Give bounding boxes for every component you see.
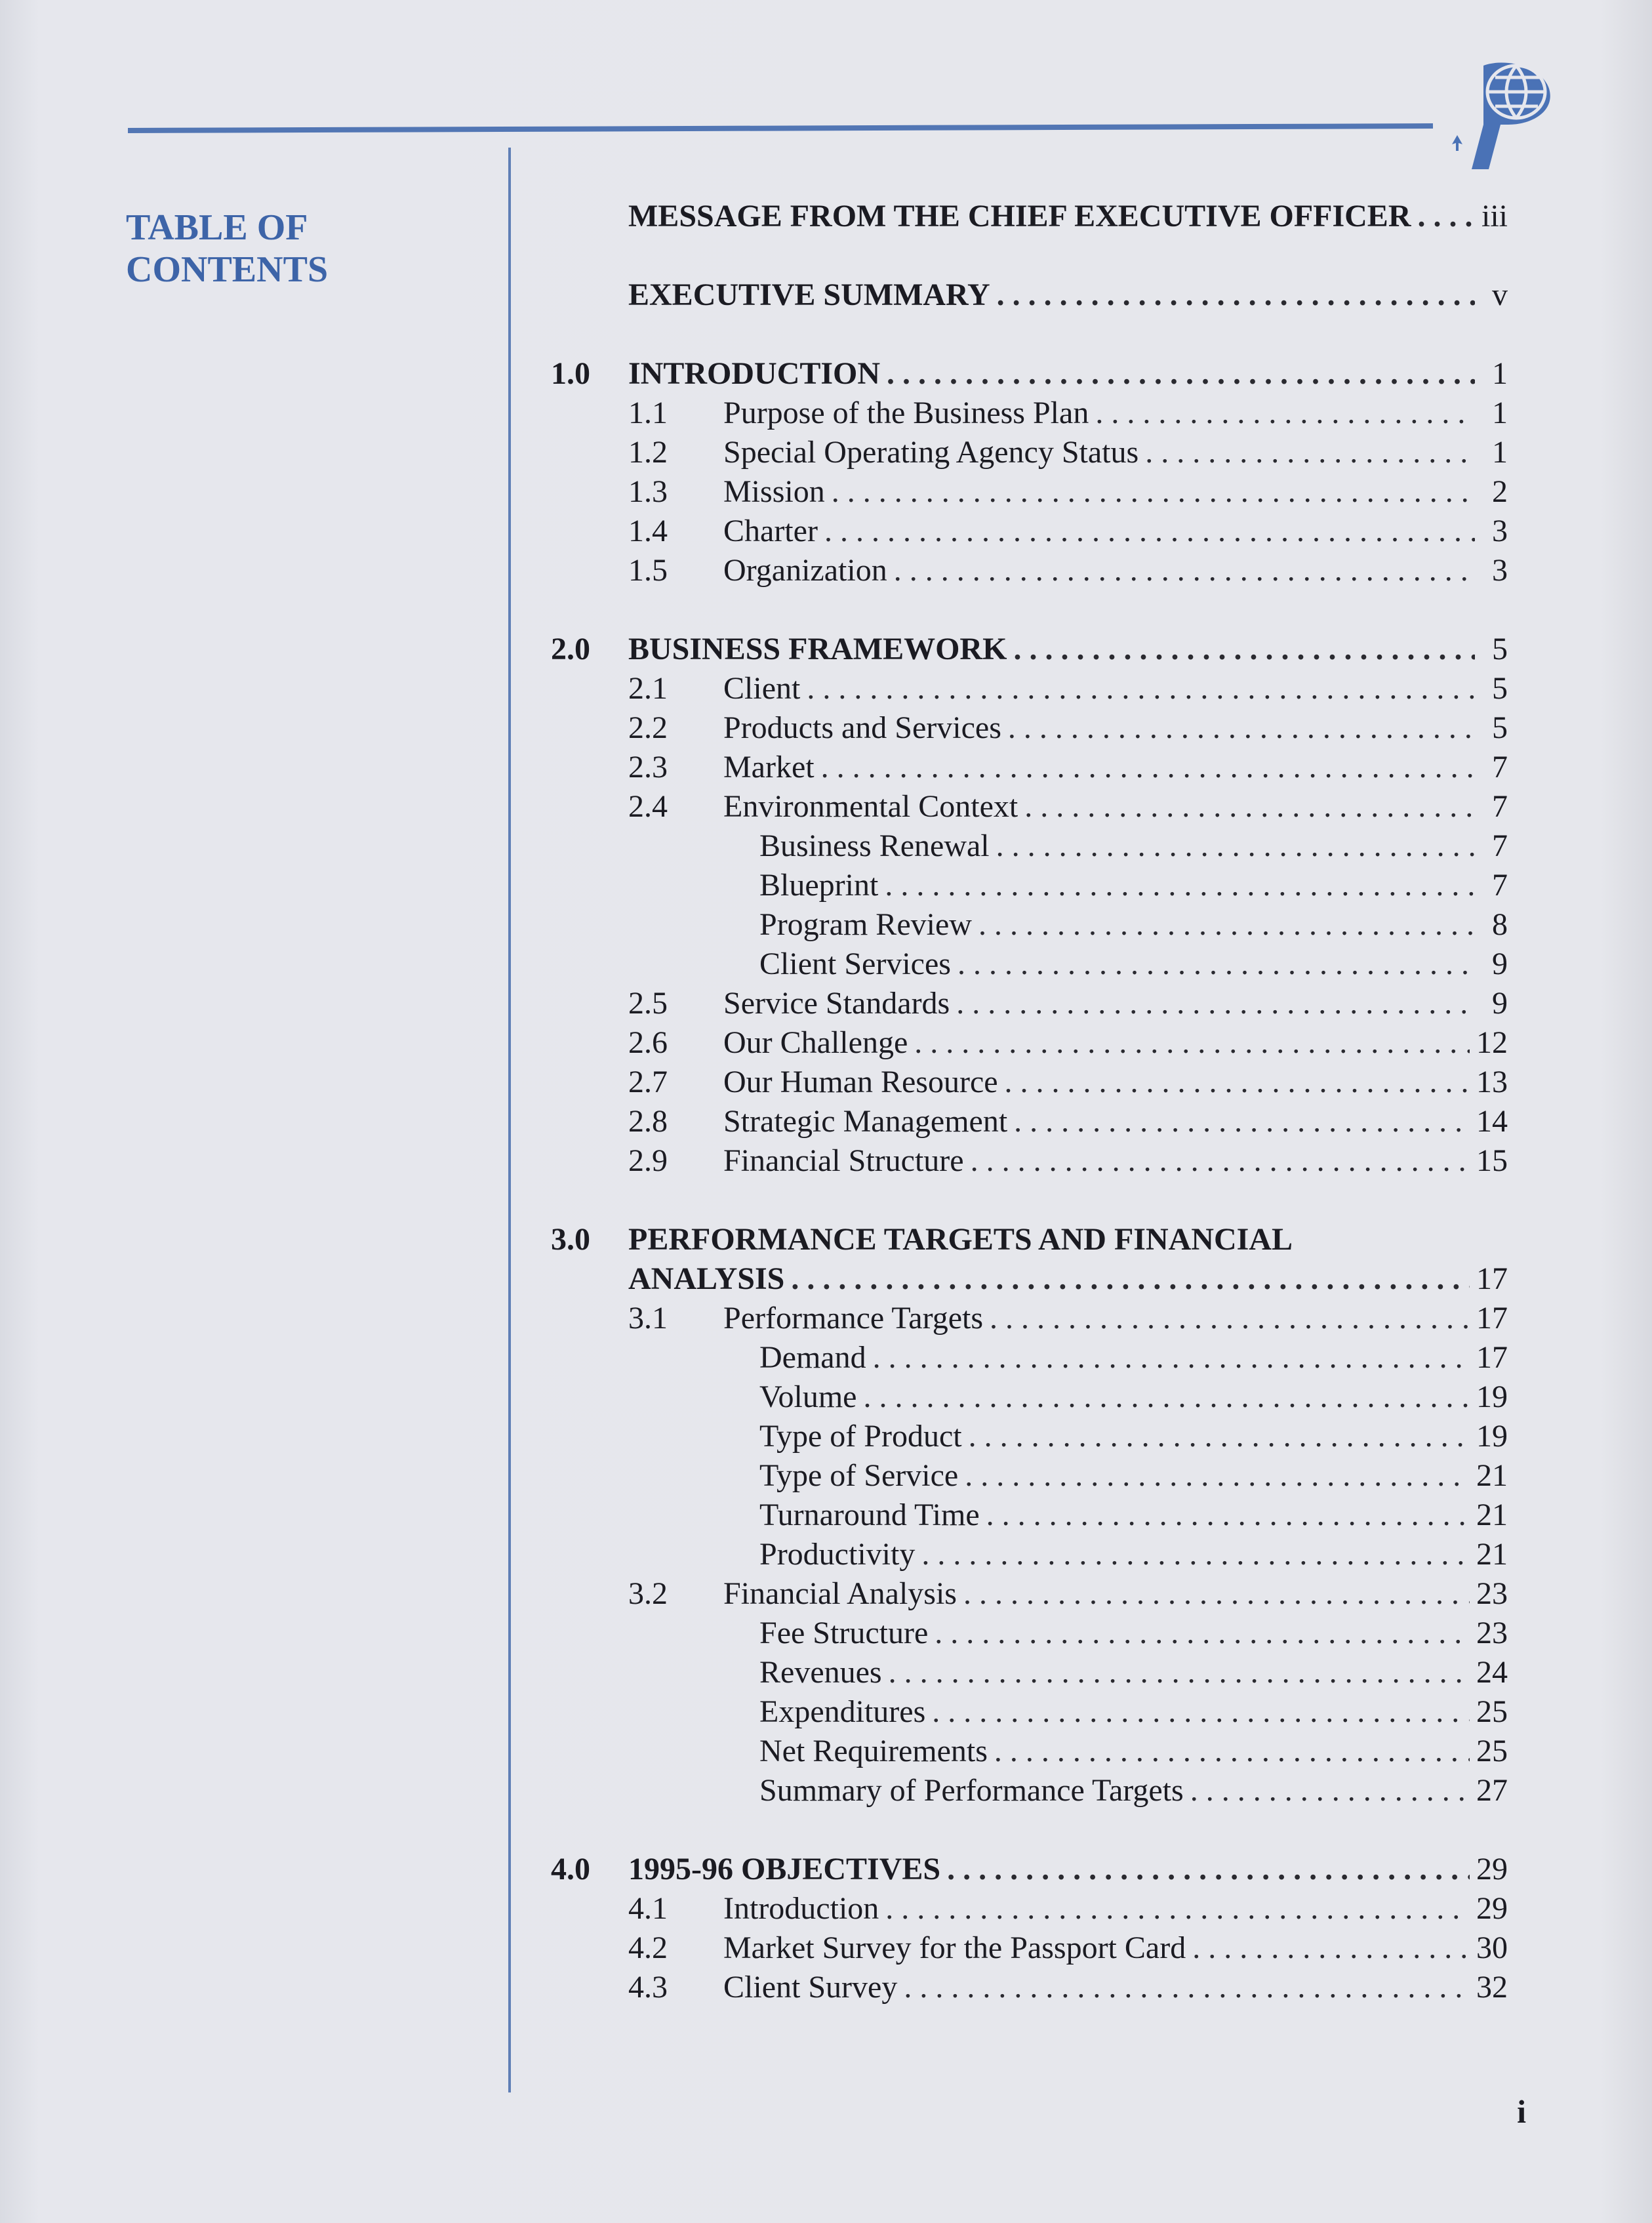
toc-entry[interactable] xyxy=(759,1732,1508,1771)
toc-leader-dots xyxy=(894,551,1475,590)
toc-entry[interactable] xyxy=(759,1377,1508,1417)
toc-page-number: 15 xyxy=(1476,1143,1508,1178)
toc-leader-dots xyxy=(935,1614,1470,1653)
toc-page-number: 17 xyxy=(1476,1301,1508,1336)
toc-entry[interactable] xyxy=(628,669,1508,708)
toc-entry[interactable] xyxy=(628,551,1508,590)
toc-page-number: 1 xyxy=(1492,396,1508,430)
toc-entry-title: Our Human Resource xyxy=(723,1065,998,1099)
toc-entry-title: Mission xyxy=(723,474,825,509)
toc-entry[interactable] xyxy=(759,905,1508,945)
toc-page-number: 30 xyxy=(1476,1930,1508,1965)
toc-entry[interactable] xyxy=(628,394,1508,433)
toc-entry-title: Fee Structure xyxy=(759,1616,929,1650)
toc-page-number: 7 xyxy=(1492,789,1508,824)
toc-entry-title: Blueprint xyxy=(759,868,879,903)
toc-page-number: 17 xyxy=(1476,1261,1508,1296)
toc-leader-dots xyxy=(969,1417,1470,1456)
toc-page-number: 7 xyxy=(1492,828,1508,863)
toc-leader-dots xyxy=(1417,197,1475,236)
sidebar-heading-line2: CONTENTS xyxy=(126,249,329,290)
toc-page-number: 21 xyxy=(1476,1458,1508,1493)
toc-page-number: 8 xyxy=(1492,907,1508,942)
toc-entry[interactable] xyxy=(551,275,1508,315)
toc-entry-title: Products and Services xyxy=(723,710,1001,745)
toc-entry[interactable] xyxy=(628,1928,1508,1968)
toc-leader-dots xyxy=(978,905,1475,945)
toc-leader-dots xyxy=(1145,433,1475,472)
toc-entry-title: Organization xyxy=(723,553,887,588)
toc-entry-title: Program Review xyxy=(759,907,972,942)
toc-page-number: 5 xyxy=(1492,671,1508,706)
toc-section-number: 4.3 xyxy=(628,1970,668,2005)
toc-entry-title: Client xyxy=(723,671,801,706)
toc-entry-title: Introduction xyxy=(723,1891,879,1926)
toc-page-number: 25 xyxy=(1476,1734,1508,1768)
toc-page-number: 29 xyxy=(1476,1891,1508,1926)
toc-leader-dots xyxy=(921,1535,1470,1574)
toc-entry[interactable] xyxy=(628,433,1508,472)
toc-entry[interactable] xyxy=(628,1259,1508,1299)
toc-page-number: 23 xyxy=(1476,1576,1508,1611)
toc-page-number: 25 xyxy=(1476,1694,1508,1729)
toc-entry[interactable] xyxy=(628,1141,1508,1181)
toc-entry-title: Expenditures xyxy=(759,1694,926,1729)
toc-section-number: 1.2 xyxy=(628,435,668,470)
toc-section-number: 1.1 xyxy=(628,396,668,430)
toc-page-number: 5 xyxy=(1492,710,1508,745)
toc-entry[interactable] xyxy=(759,1614,1508,1653)
toc-leader-dots xyxy=(990,1299,1470,1338)
toc-entry[interactable] xyxy=(628,1023,1508,1063)
toc-page-number: 27 xyxy=(1476,1773,1508,1808)
toc-entry[interactable] xyxy=(628,984,1508,1023)
toc-leader-dots xyxy=(996,826,1475,866)
toc-entry-title-cont: ANALYSIS xyxy=(628,1261,785,1296)
toc-leader-dots xyxy=(1008,708,1475,748)
toc-section-number: 1.5 xyxy=(628,553,668,588)
toc-entry-title: Market xyxy=(723,750,815,785)
toc-page-number: 24 xyxy=(1476,1655,1508,1690)
toc-entry[interactable] xyxy=(551,354,1508,394)
toc-leader-dots xyxy=(957,945,1475,984)
toc-page-number: 17 xyxy=(1476,1340,1508,1375)
toc-entry[interactable] xyxy=(759,1417,1508,1456)
toc-leader-dots xyxy=(997,275,1475,315)
toc-section-number: 1.3 xyxy=(628,474,668,509)
toc-entry[interactable] xyxy=(628,1299,1508,1338)
toc-section-number: 4.0 xyxy=(551,1852,590,1886)
toc-page-number: 5 xyxy=(1492,632,1508,666)
toc-entry[interactable] xyxy=(759,1771,1508,1810)
toc-page-number: 32 xyxy=(1476,1970,1508,2005)
toc-section-number: 1.4 xyxy=(628,514,668,548)
toc-page-number: iii xyxy=(1481,199,1508,234)
toc-entry[interactable] xyxy=(628,1102,1508,1141)
toc-entry[interactable] xyxy=(759,1535,1508,1574)
toc-leader-dots xyxy=(965,1456,1470,1496)
toc-section-number: 1.0 xyxy=(551,356,590,391)
toc-entry-title: Type of Product xyxy=(759,1419,962,1454)
toc-entry-title: Client Services xyxy=(759,947,951,981)
toc-entry-title: Type of Service xyxy=(759,1458,959,1493)
sidebar-heading-line1: TABLE OF xyxy=(126,207,308,248)
toc-leader-dots xyxy=(956,984,1475,1023)
toc-entry-title: Special Operating Agency Status xyxy=(723,435,1139,470)
toc-entry[interactable] xyxy=(628,472,1508,512)
toc-section-number: 2.3 xyxy=(628,750,668,785)
toc-entry-title: Environmental Context xyxy=(723,789,1018,824)
toc-entry[interactable] xyxy=(628,1889,1508,1928)
toc-page-number: 3 xyxy=(1492,514,1508,548)
toc-section-number: 2.4 xyxy=(628,789,668,824)
toc-leader-dots xyxy=(994,1732,1470,1771)
toc-entry[interactable] xyxy=(551,197,1508,236)
toc-section-number: 2.9 xyxy=(628,1143,668,1178)
toc-leader-dots xyxy=(1014,1102,1470,1141)
toc-section-number: 2.2 xyxy=(628,710,668,745)
toc-entry[interactable] xyxy=(628,1574,1508,1614)
toc-entry-title: Our Challenge xyxy=(723,1025,908,1060)
toc-entry[interactable] xyxy=(628,708,1508,748)
toc-section-number: 3.0 xyxy=(551,1222,590,1257)
toc-page-number: 14 xyxy=(1476,1104,1508,1139)
toc-leader-dots xyxy=(863,1377,1470,1417)
toc-page-number: 1 xyxy=(1492,435,1508,470)
toc-entry-title: Volume xyxy=(759,1379,857,1414)
toc-entry[interactable] xyxy=(628,787,1508,826)
toc-leader-dots xyxy=(832,472,1475,512)
toc-entry-title: Demand xyxy=(759,1340,866,1375)
toc-leader-dots xyxy=(821,748,1475,787)
toc-entry-title: Financial Structure xyxy=(723,1143,964,1178)
toc-page-number: 23 xyxy=(1476,1616,1508,1650)
toc-section-number: 4.2 xyxy=(628,1930,668,1965)
toc-entry[interactable] xyxy=(628,748,1508,787)
toc-entry[interactable] xyxy=(759,1653,1508,1692)
toc-entry-title: Performance Targets xyxy=(723,1301,984,1336)
toc-leader-dots xyxy=(971,1141,1470,1181)
toc-leader-dots xyxy=(963,1574,1470,1614)
toc-entry-title: INTRODUCTION xyxy=(628,356,881,391)
toc-entry[interactable] xyxy=(628,1063,1508,1102)
toc-entry-title: PERFORMANCE TARGETS AND FINANCIAL xyxy=(628,1222,1293,1257)
toc-leader-dots xyxy=(889,1653,1470,1692)
toc-entry-title: Service Standards xyxy=(723,986,950,1021)
toc-page-number: 9 xyxy=(1492,947,1508,981)
toc-page-number: 9 xyxy=(1492,986,1508,1021)
toc-leader-dots xyxy=(1192,1928,1470,1968)
toc-entry-title: Business Renewal xyxy=(759,828,990,863)
toc-entry-title: Productivity xyxy=(759,1537,916,1572)
toc-page-number: 21 xyxy=(1476,1498,1508,1532)
toc-entry[interactable] xyxy=(759,826,1508,866)
toc-entry-title: 1995-96 OBJECTIVES xyxy=(628,1852,941,1886)
toc-leader-dots xyxy=(807,669,1475,708)
toc-entry-title: Summary of Performance Targets xyxy=(759,1773,1184,1808)
toc-page-number: 29 xyxy=(1476,1852,1508,1886)
toc-entry-title: Revenues xyxy=(759,1655,882,1690)
toc-entry-title: Strategic Management xyxy=(723,1104,1008,1139)
toc-page-number: 19 xyxy=(1476,1379,1508,1414)
toc-entry-title: Market Survey for the Passport Card xyxy=(723,1930,1186,1965)
toc-section-number: 2.7 xyxy=(628,1065,668,1099)
page-number: i xyxy=(1517,2093,1526,2130)
toc-entry[interactable] xyxy=(759,945,1508,984)
toc-entry[interactable] xyxy=(759,1692,1508,1732)
toc-entry[interactable] xyxy=(759,1496,1508,1535)
toc-entry-title: Net Requirements xyxy=(759,1734,988,1768)
toc-leader-dots xyxy=(986,1496,1470,1535)
toc-leader-dots xyxy=(791,1259,1470,1299)
toc-leader-dots xyxy=(885,866,1475,905)
toc-page-number: 21 xyxy=(1476,1537,1508,1572)
toc-entry-title: MESSAGE FROM THE CHIEF EXECUTIVE OFFICER xyxy=(628,199,1411,234)
toc-entry-heading xyxy=(551,1220,1508,1259)
toc-page-number: 3 xyxy=(1492,553,1508,588)
toc-entry[interactable] xyxy=(551,630,1508,669)
toc-entry[interactable] xyxy=(628,512,1508,551)
toc-leader-dots xyxy=(1013,630,1475,669)
toc-entry-title: Turnaround Time xyxy=(759,1498,980,1532)
toc-entry-title: Financial Analysis xyxy=(723,1576,957,1611)
toc-page-number: v xyxy=(1492,277,1508,312)
toc-leader-dots xyxy=(914,1023,1470,1063)
toc-leader-dots xyxy=(932,1692,1470,1732)
toc-leader-dots xyxy=(1095,394,1475,433)
toc-page-number: 7 xyxy=(1492,750,1508,785)
toc-page-number: 2 xyxy=(1492,474,1508,509)
toc-entry[interactable] xyxy=(759,866,1508,905)
toc-entry-title: EXECUTIVE SUMMARY xyxy=(628,277,990,312)
toc-leader-dots xyxy=(885,1889,1470,1928)
toc-leader-dots xyxy=(873,1338,1470,1377)
toc-page-number: 19 xyxy=(1476,1419,1508,1454)
toc-page-number: 12 xyxy=(1476,1025,1508,1060)
toc-page-number: 1 xyxy=(1492,356,1508,391)
toc-entry-title: Purpose of the Business Plan xyxy=(723,396,1089,430)
toc-leader-dots xyxy=(1005,1063,1470,1102)
toc-leader-dots xyxy=(887,354,1475,394)
toc-leader-dots xyxy=(947,1850,1470,1889)
toc-section-number: 2.6 xyxy=(628,1025,668,1060)
toc-page-number: 13 xyxy=(1476,1065,1508,1099)
toc-entry-title: Charter xyxy=(723,514,818,548)
toc-entry[interactable] xyxy=(759,1456,1508,1496)
toc-entry-title: Client Survey xyxy=(723,1970,898,2005)
toc-section-number: 3.2 xyxy=(628,1576,668,1611)
toc-section-number: 3.1 xyxy=(628,1301,668,1336)
toc-section-number: 2.0 xyxy=(551,632,590,666)
toc-leader-dots xyxy=(904,1968,1470,2007)
toc-entry-title: BUSINESS FRAMEWORK xyxy=(628,632,1007,666)
toc-leader-dots xyxy=(824,512,1475,551)
toc-leader-dots xyxy=(1024,787,1475,826)
toc-entry[interactable] xyxy=(628,1968,1508,2007)
toc-section-number: 2.5 xyxy=(628,986,668,1021)
toc-page-number: 7 xyxy=(1492,868,1508,903)
toc-entry[interactable] xyxy=(759,1338,1508,1377)
toc-section-number: 2.1 xyxy=(628,671,668,706)
toc-section-number: 4.1 xyxy=(628,1891,668,1926)
toc-leader-dots xyxy=(1190,1771,1470,1810)
toc-entry[interactable] xyxy=(551,1850,1508,1889)
toc-section-number: 2.8 xyxy=(628,1104,668,1139)
